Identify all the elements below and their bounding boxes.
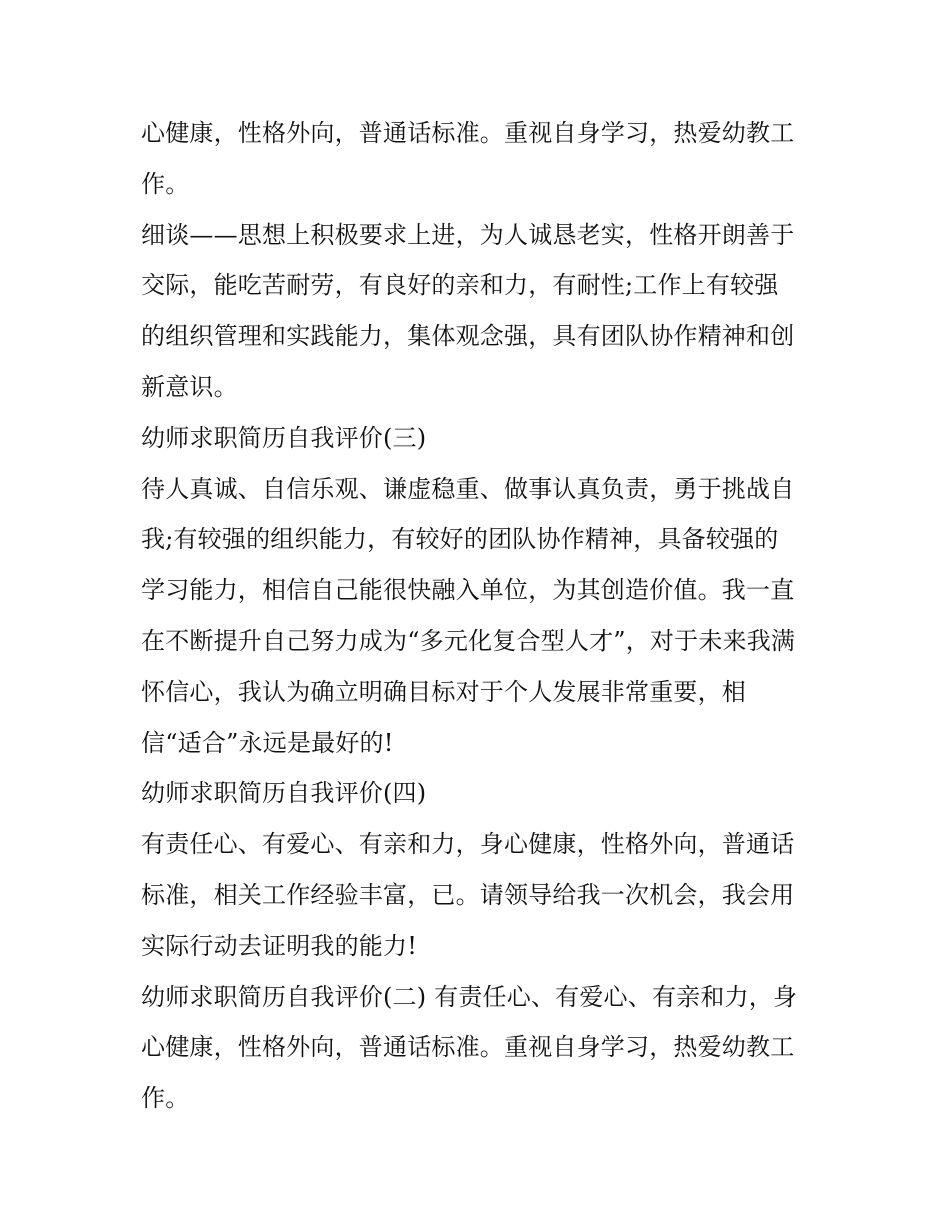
text-line: 学习能力，相信自己能很快融入单位，为其创造价值。我一直 <box>141 576 795 605</box>
text-line: 有责任心、有爱心、有亲和力，身心健康，性格外向，普通话 <box>141 830 795 859</box>
text-line: 的组织管理和实践能力，集体观念强，具有团队协作精神和创 <box>141 322 795 351</box>
text-line: 待人真诚、自信乐观、谦虚稳重、做事认真负责，勇于挑战自 <box>141 474 795 503</box>
text-line: 心健康，性格外向，普通话标准。重视自身学习，热爱幼教工 <box>141 1033 795 1062</box>
text-line: 作。 <box>141 1084 190 1113</box>
text-line: 细谈——思想上积极要求上进，为人诚恳老实，性格开朗善于 <box>141 220 795 249</box>
text-line: 心健康，性格外向，普通话标准。重视自身学习，热爱幼教工 <box>141 119 795 147</box>
text-line: 幼师求职简历自我评价(二) 有责任心、有爱心、有亲和力，身 <box>141 982 798 1011</box>
text-line: 怀信心，我认为确立明确目标对于个人发展非常重要，相 <box>141 677 746 706</box>
text-line: 作。 <box>141 169 190 198</box>
text-line: 新意识。 <box>141 372 238 401</box>
document-body <box>141 108 813 1124</box>
section-heading: 幼师求职简历自我评价(三) <box>141 423 427 452</box>
section-heading: 幼师求职简历自我评价(四) <box>141 779 427 808</box>
text-line: 信“适合”永远是最好的! <box>141 728 394 757</box>
text-line: 标准，相关工作经验丰富，已。请领导给我一次机会，我会用 <box>141 880 795 909</box>
text-line: 我;有较强的组织能力，有较好的团队协作精神，具备较强的 <box>141 525 779 554</box>
text-line: 实际行动去证明我的能力! <box>141 931 418 960</box>
text-line: 交际，能吃苦耐劳，有良好的亲和力，有耐性;工作上有较强 <box>141 271 779 300</box>
text-line: 在不断提升自己努力成为“多元化复合型人才”，对于未来我满 <box>141 626 796 655</box>
